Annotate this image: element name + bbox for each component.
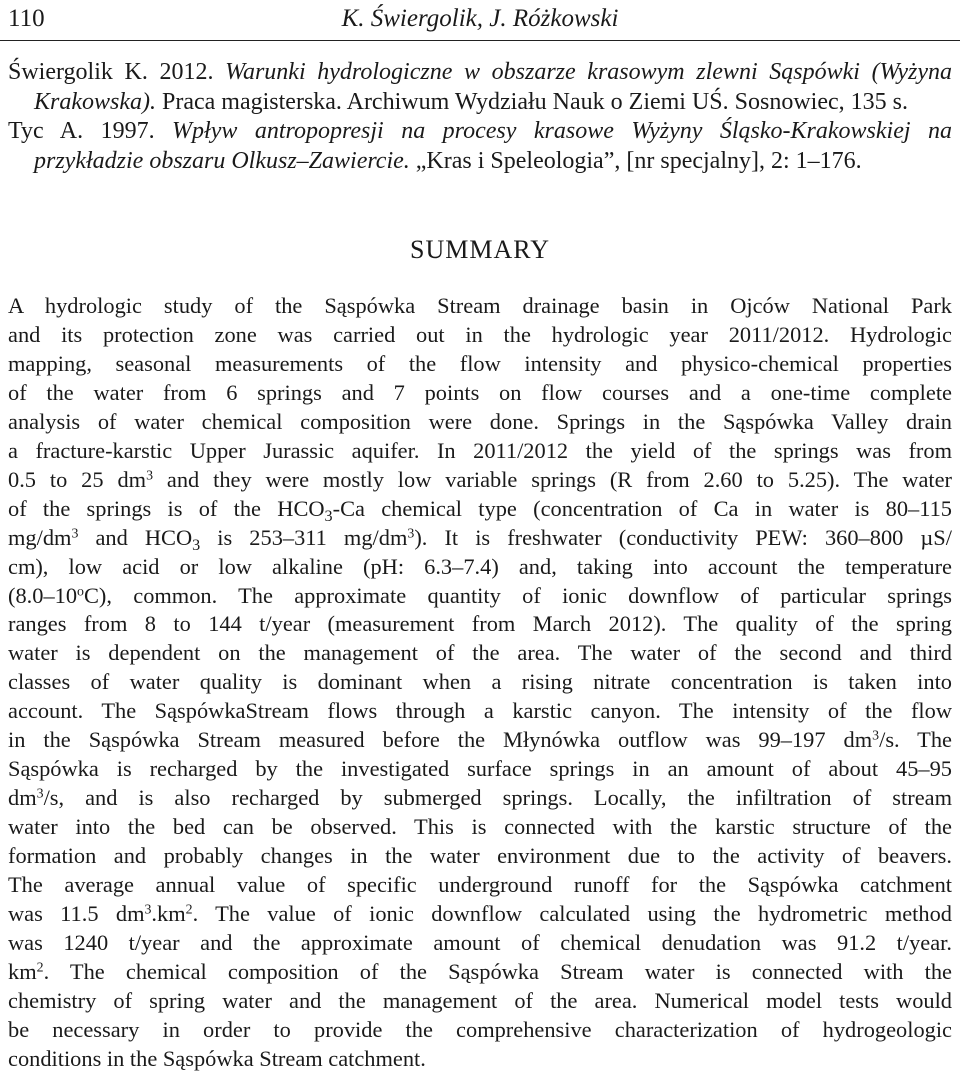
summary-line: classes of water quality is dominant when a rising nitrate concentration is taken into xyxy=(8,669,952,695)
summary-line: in the Sąspówka Stream measured before the Młynówka outflow was 99–197 $dm^3/s$. The xyxy=(8,727,952,753)
summary-line: mapping, seasonal measurements of the flow intensity and physico-chemical properties xyxy=(8,350,952,376)
summary-line: analysis of water chemical composition were done. Springs in the Sąspówka Valley drain xyxy=(8,408,952,434)
summary-line: formation and probably changes in the water environment due to the activity of beavers. xyxy=(8,843,952,869)
summary-line: cm), low acid or low alkaline (pH: 6.3–7.4) and, taking into account the temperature xyxy=(8,553,952,579)
summary-line: was 11.5 $dm^3.km^2$. The value of ionic downflow calculated using the hydrometric method xyxy=(8,901,952,927)
running-header xyxy=(0,0,960,41)
summary-line: ranges from 8 to 144 t/year (measurement from March 2012). The quality of the spring xyxy=(8,611,952,637)
summary-line: $km^2$. The chemical composition of the Sąspówka Stream water is connected with the xyxy=(8,958,952,984)
summary-line: $dm^3/s$, and is also recharged by submerged springs. Locally, the infiltration of stream xyxy=(8,785,952,811)
summary-line: (8.0–10$^o$C), common. The approximate quantity of ionic downflow of particular springs xyxy=(8,582,952,608)
reference-author-year: Tyc A. 1997. xyxy=(8,118,173,144)
reference-title: Wpływ antropopresji na procesy krasowe Wyżyny Śląsko-Krakowskiej na przykładzie obszaru Olkusz–Zawiercie. xyxy=(34,118,952,174)
summary-line: account. The SąspówkaStream flows through a karstic canyon. The intensity of the flow xyxy=(8,698,952,724)
summary-line: be necessary in order to provide the comprehensive characterization of hydrogeologic xyxy=(8,1016,952,1042)
summary-line: chemistry of spring water and the management of the area. Numerical model tests would xyxy=(8,987,952,1013)
summary-body xyxy=(8,292,952,1074)
reference-list xyxy=(8,58,952,176)
reference-title: Warunki hydrologiczne w obszarze krasowym zlewni Sąspówki (Wyżyna Krakowska). xyxy=(34,59,952,115)
summary-line: and its protection zone was carried out in the hydrologic year 2011/2012. Hydrologic xyxy=(8,321,952,347)
summary-line: Sąspówka is recharged by the investigated surface springs in an amount of about 45–95 xyxy=(8,756,952,782)
reference-item xyxy=(8,117,952,176)
summary-line: water into the bed can be observed. This is connected with the karstic structure of the xyxy=(8,814,952,840)
summary-line: 0.5 to 25 $dm^3$ and they were mostly low variable springs (R from 2.60 to 5.25). The water xyxy=(8,466,953,492)
reference-details: „Kras i Speleologia”, [nr specjalny], 2: 1–176. xyxy=(409,147,862,174)
summary-line: of the water from 6 springs and 7 points on flow courses and a one-time complete xyxy=(8,379,952,405)
summary-line: conditions in the Sąspówka Stream catchment. xyxy=(8,1045,426,1071)
running-authors: K. Świergolik, J. Różkowski xyxy=(341,5,619,32)
page-number: 110 xyxy=(8,5,45,32)
summary-line: $mg/dm^3$ and $HCO_3$ is 253–311 $mg/dm^3$). It is freshwater (conductivity PEW: 360–800 µS/ xyxy=(8,524,952,554)
summary-line: A hydrologic study of the Sąspówka Stream drainage basin in Ojców National Park xyxy=(8,293,952,318)
reference-author-year: Świergolik K. 2012. xyxy=(8,59,226,85)
summary-line: of the springs is of the $HCO_3-Ca$ chemical type (concentration of Ca in water is 80–115 xyxy=(8,495,952,525)
summary-line: a fracture-karstic Upper Jurassic aquifer. In 2011/2012 the yield of the springs was from xyxy=(8,437,952,463)
summary-heading: SUMMARY xyxy=(410,235,550,264)
summary-line: The average annual value of specific underground runoff for the Sąspówka catchment xyxy=(8,872,952,898)
summary-line: water is dependent on the management of the area. The water of the second and third xyxy=(8,640,952,666)
reference-details: Praca magisterska. Archiwum Wydziału Nauk o Ziemi UŚ. Sosnowiec, 135 s. xyxy=(156,88,908,115)
summary-line: was 1240 t/year and the approximate amount of chemical denudation was 91.2 t/year. xyxy=(8,929,952,955)
reference-item xyxy=(8,58,952,117)
